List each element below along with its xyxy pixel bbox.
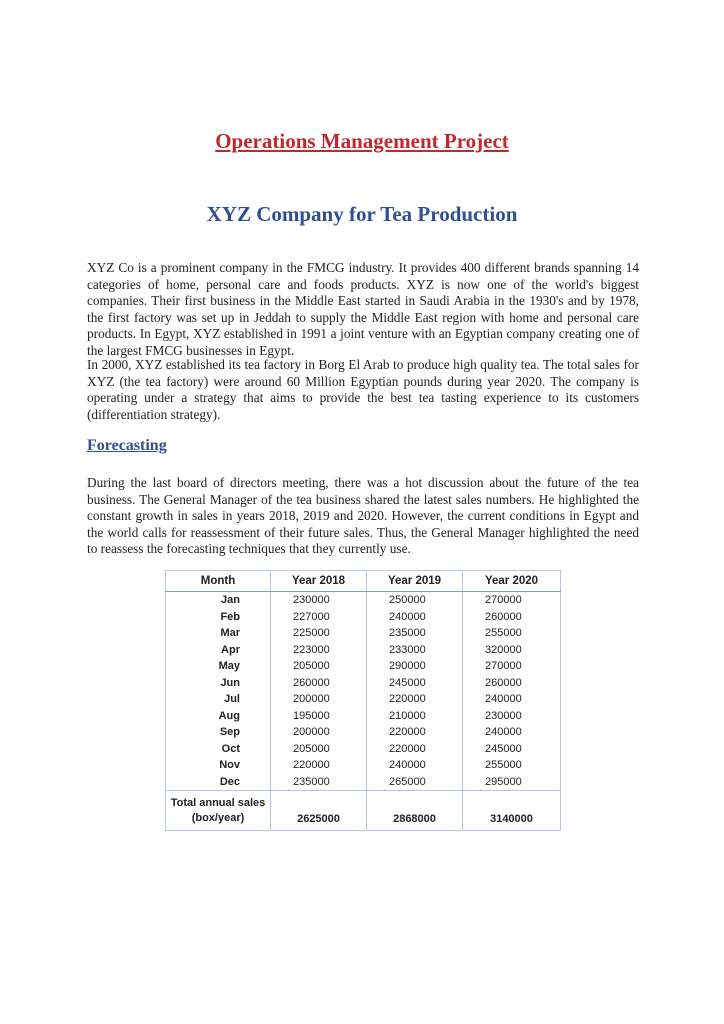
value-cell: 240000 (367, 609, 463, 626)
value-cell: 225000 (271, 625, 367, 642)
forecasting-heading: Forecasting (87, 437, 167, 454)
month-cell: Oct (166, 741, 271, 758)
total-label-cell: Total annual sales (box/year) (166, 791, 271, 831)
value-cell: 245000 (463, 741, 561, 758)
value-cell: 295000 (463, 774, 561, 791)
value-cell: 230000 (271, 592, 367, 609)
value-cell: 223000 (271, 642, 367, 659)
total-2019-cell: 2868000 (367, 791, 463, 831)
value-cell: 240000 (367, 757, 463, 774)
value-cell: 240000 (463, 724, 561, 741)
total-2018-cell: 2625000 (271, 791, 367, 831)
value-cell: 205000 (271, 658, 367, 675)
table-row (166, 658, 561, 675)
value-cell: 210000 (367, 708, 463, 725)
value-cell: 220000 (271, 757, 367, 774)
value-cell: 233000 (367, 642, 463, 659)
value-cell: 220000 (367, 741, 463, 758)
month-cell: Aug (166, 708, 271, 725)
value-cell: 205000 (271, 741, 367, 758)
table-total-row (166, 791, 561, 831)
table-row (166, 724, 561, 741)
value-cell: 270000 (463, 592, 561, 609)
month-cell: Jan (166, 592, 271, 609)
value-cell: 255000 (463, 757, 561, 774)
table-row (166, 774, 561, 791)
sales-table (165, 570, 561, 831)
company-subtitle: XYZ Company for Tea Production (206, 202, 518, 226)
value-cell: 255000 (463, 625, 561, 642)
value-cell: 260000 (463, 675, 561, 692)
table-header-row (166, 571, 561, 592)
month-cell: Dec (166, 774, 271, 791)
value-cell: 200000 (271, 691, 367, 708)
month-cell: Apr (166, 642, 271, 659)
value-cell: 235000 (271, 774, 367, 791)
value-cell: 235000 (367, 625, 463, 642)
value-cell: 270000 (463, 658, 561, 675)
table-row (166, 708, 561, 725)
value-cell: 320000 (463, 642, 561, 659)
header-year-2018: Year 2018 (271, 571, 367, 592)
value-cell: 230000 (463, 708, 561, 725)
value-cell: 245000 (367, 675, 463, 692)
intro-paragraph: XYZ Co is a prominent company in the FMCG industry. It provides 400 different brands spanning 14 categories of home, personal care and foods products. XYZ is now one of the world's biggest companies. Their first business in the Middle East started in Saudi Arabia in the 1930's and by 1978, the first factory was set up in Jeddah to supply the Middle East region with home and personal care products. In Egypt, XYZ established in 1991 a joint venture with an Egyptian company creating one of the largest FMCG businesses in Egypt. (87, 260, 639, 358)
value-cell: 220000 (367, 691, 463, 708)
month-cell: May (166, 658, 271, 675)
table-row (166, 592, 561, 609)
value-cell: 250000 (367, 592, 463, 609)
table-row (166, 691, 561, 708)
month-cell: Nov (166, 757, 271, 774)
value-cell: 220000 (367, 724, 463, 741)
table-row (166, 741, 561, 758)
value-cell: 260000 (271, 675, 367, 692)
header-year-2020: Year 2020 (463, 571, 561, 592)
month-cell: Feb (166, 609, 271, 626)
value-cell: 290000 (367, 658, 463, 675)
forecasting-paragraph: During the last board of directors meeting, there was a hot discussion about the future of the tea business. The General Manager of the tea business shared the latest sales numbers. He highlighted the constant growth in sales in years 2018, 2019 and 2020. However, the current conditions in Egypt and the world calls for reassessment of their future sales. Thus, the General Manager highlighted the need to reassess the forecasting techniques that they currently use. (87, 475, 639, 557)
table-row (166, 675, 561, 692)
value-cell: 200000 (271, 724, 367, 741)
header-month: Month (166, 571, 271, 592)
value-cell: 195000 (271, 708, 367, 725)
month-cell: Mar (166, 625, 271, 642)
month-cell: Jun (166, 675, 271, 692)
page-title: Operations Management Project (215, 129, 509, 153)
value-cell: 265000 (367, 774, 463, 791)
month-cell: Jul (166, 691, 271, 708)
table-row (166, 625, 561, 642)
value-cell: 240000 (463, 691, 561, 708)
value-cell: 227000 (271, 609, 367, 626)
table-row (166, 609, 561, 626)
header-year-2019: Year 2019 (367, 571, 463, 592)
table-row (166, 642, 561, 659)
value-cell: 260000 (463, 609, 561, 626)
total-2020-cell: 3140000 (463, 791, 561, 831)
month-cell: Sep (166, 724, 271, 741)
tea-factory-paragraph: In 2000, XYZ established its tea factory in Borg El Arab to produce high quality tea. The total sales for XYZ (the tea factory) were around 60 Million Egyptian pounds during year 2020. The company is operating under a strategy that aims to provide the best tea tasting experience to its customers (differentiation strategy). (87, 357, 639, 422)
table-row (166, 757, 561, 774)
